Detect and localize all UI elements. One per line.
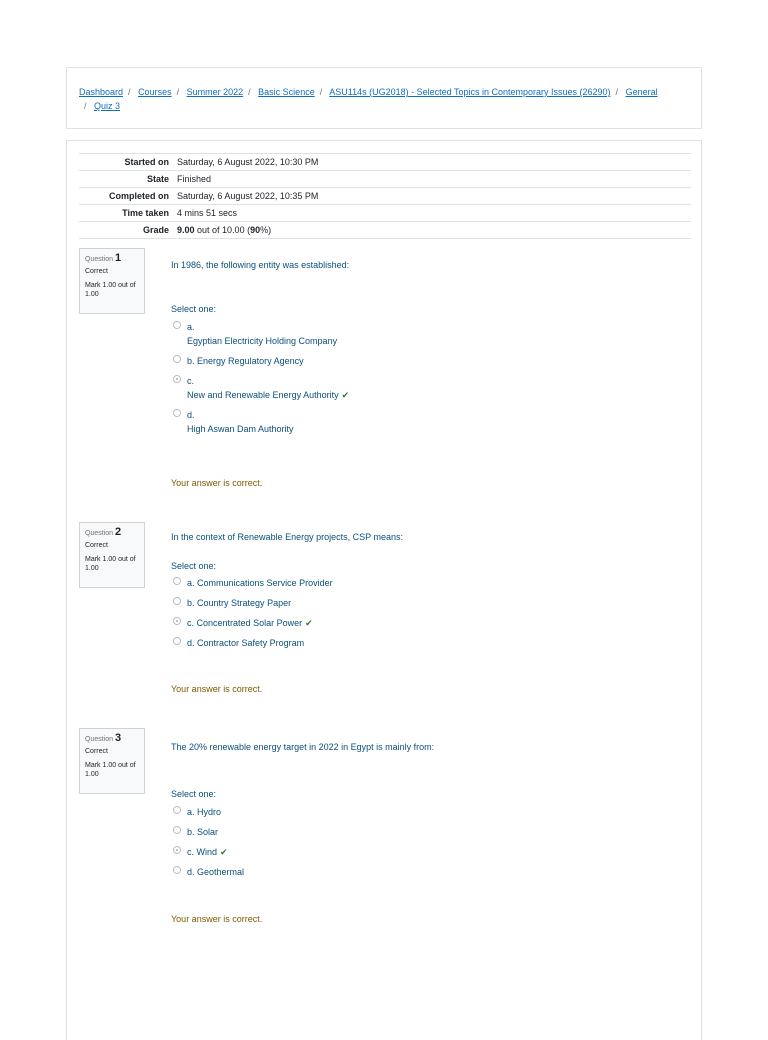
- answer-feedback: Your answer is correct.: [171, 684, 263, 694]
- grade-label: Grade: [142, 225, 169, 235]
- option-text: High Aswan Dam Authority: [187, 424, 294, 434]
- option-d[interactable]: [173, 636, 333, 650]
- question-number: [85, 253, 139, 265]
- breadcrumb-basic-science[interactable]: Basic Science: [258, 87, 315, 97]
- option-text: Hydro: [197, 807, 222, 817]
- radio-button[interactable]: [173, 637, 181, 645]
- option-d[interactable]: [173, 865, 244, 879]
- breadcrumb-dashboard[interactable]: Dashboard: [79, 87, 124, 97]
- answer-feedback: Your answer is correct.: [171, 914, 263, 924]
- radio-button[interactable]: [173, 577, 181, 585]
- radio-button-selected[interactable]: [173, 375, 181, 383]
- question-state: Correct: [85, 268, 108, 275]
- breadcrumb-course[interactable]: ASU114s (UG2018) - Selected Topics in Contemporary Issues (26290): [329, 87, 611, 97]
- question-number: [85, 733, 139, 745]
- option-text: Concentrated Solar Power: [196, 618, 303, 628]
- grade-percent-suffix: %): [260, 225, 272, 235]
- option-text: Egyptian Electricity Holding Company: [187, 336, 338, 346]
- breadcrumb-card: [66, 67, 702, 129]
- grade-value: [173, 222, 691, 239]
- summary-row-grade: [79, 222, 691, 239]
- option-text: Geothermal: [197, 867, 245, 877]
- breadcrumb-courses[interactable]: Courses: [138, 87, 172, 97]
- option-text: Contractor Safety Program: [197, 638, 305, 648]
- option-letter: b.: [187, 356, 195, 366]
- radio-button[interactable]: [173, 321, 181, 329]
- option-c[interactable]: [173, 845, 244, 859]
- quiz-review-card: [66, 140, 702, 1040]
- breadcrumb-quiz-3[interactable]: Quiz 3: [94, 101, 121, 111]
- question-mark: Mark 1.00 out of 1.00: [85, 556, 136, 572]
- option-text: New and Renewable Energy Authority: [187, 390, 339, 400]
- started-on-value: Saturday, 6 August 2022, 10:30 PM: [177, 157, 319, 167]
- question-info: [79, 248, 145, 314]
- option-letter: a.: [187, 807, 195, 817]
- option-c[interactable]: [173, 374, 349, 402]
- question-label: Question: [85, 256, 114, 263]
- option-letter: a.: [187, 578, 195, 588]
- select-one-prompt: Select one:: [171, 789, 217, 799]
- option-c[interactable]: [173, 616, 333, 630]
- grade-out-of: out of 10.00 (: [194, 225, 251, 235]
- option-b[interactable]: [173, 825, 244, 839]
- breadcrumb-separator: /: [176, 87, 180, 97]
- option-letter: d.: [187, 638, 195, 648]
- question-info: [79, 522, 145, 588]
- option-text: Energy Regulatory Agency: [197, 356, 304, 366]
- breadcrumb-separator: /: [128, 87, 131, 97]
- option-b[interactable]: [173, 354, 349, 368]
- question-number: [85, 527, 139, 539]
- grade-score: 9.00: [177, 225, 195, 235]
- radio-button[interactable]: [173, 826, 181, 834]
- option-d[interactable]: [173, 408, 349, 436]
- question-label: Question: [85, 736, 114, 743]
- state-label: State: [146, 174, 169, 184]
- question-info: [79, 728, 145, 794]
- state-value: Finished: [177, 174, 212, 184]
- radio-button-selected[interactable]: [173, 617, 181, 625]
- question-number-value: 2: [114, 526, 122, 538]
- question-number-value: 3: [114, 732, 122, 744]
- question-text: In the context of Renewable Energy projects, CSP means:: [171, 532, 403, 542]
- option-letter: b.: [187, 598, 195, 608]
- radio-button[interactable]: [173, 355, 181, 363]
- option-text: Solar: [197, 827, 219, 837]
- option-a[interactable]: [173, 320, 349, 348]
- breadcrumb-separator: /: [615, 87, 619, 97]
- question-state: Correct: [85, 748, 108, 755]
- option-letter: b.: [187, 827, 195, 837]
- completed-on-label: Completed on: [109, 191, 169, 201]
- radio-button[interactable]: [173, 409, 181, 417]
- started-on-label: Started on: [124, 157, 169, 167]
- breadcrumb-summer-2022[interactable]: Summer 2022: [186, 87, 244, 97]
- grade-percent: 90: [250, 225, 261, 235]
- option-letter: c.: [187, 618, 195, 628]
- option-a[interactable]: [173, 576, 333, 590]
- attempt-summary-table: [79, 153, 691, 239]
- question-text: In 1986, the following entity was established:: [171, 260, 350, 270]
- option-letter: a.: [187, 322, 195, 332]
- answer-options: [173, 576, 333, 650]
- breadcrumb-general[interactable]: General: [625, 87, 658, 97]
- check-icon: ✔: [341, 390, 350, 400]
- summary-row-time: [79, 205, 691, 222]
- radio-button-selected[interactable]: [173, 846, 181, 854]
- question-number-value: 1: [114, 252, 122, 264]
- breadcrumb: [79, 85, 691, 113]
- option-letter: d.: [187, 410, 195, 420]
- breadcrumb-separator: /: [319, 87, 323, 97]
- option-text: Communications Service Provider: [197, 578, 333, 588]
- summary-row-started: [79, 154, 691, 171]
- option-letter: c.: [187, 376, 195, 386]
- check-icon: ✔: [220, 847, 228, 857]
- radio-button[interactable]: [173, 866, 181, 874]
- summary-row-state: [79, 171, 691, 188]
- option-a[interactable]: [173, 805, 244, 819]
- question-state: Correct: [85, 542, 108, 549]
- breadcrumb-separator: /: [248, 87, 251, 97]
- option-b[interactable]: [173, 596, 333, 610]
- time-taken-label: Time taken: [122, 208, 169, 218]
- select-one-prompt: Select one:: [171, 561, 217, 571]
- select-one-prompt: Select one:: [171, 304, 217, 314]
- question-label: Question: [85, 530, 114, 537]
- option-text: Wind: [196, 847, 218, 857]
- radio-button[interactable]: [173, 597, 181, 605]
- question-mark: Mark 1.00 out of 1.00: [85, 282, 136, 298]
- answer-options: [173, 805, 244, 879]
- breadcrumb-separator: /: [84, 101, 87, 111]
- radio-button[interactable]: [173, 806, 181, 814]
- option-letter: d.: [187, 867, 195, 877]
- answer-options: [173, 320, 349, 436]
- time-taken-value: 4 mins 51 secs: [177, 208, 238, 218]
- summary-row-completed: [79, 188, 691, 205]
- answer-feedback: Your answer is correct.: [171, 478, 263, 488]
- question-text: The 20% renewable energy target in 2022 in Egypt is mainly from:: [171, 742, 435, 752]
- option-text: Country Strategy Paper: [197, 598, 292, 608]
- option-letter: c.: [187, 847, 195, 857]
- completed-on-value: Saturday, 6 August 2022, 10:35 PM: [177, 191, 319, 201]
- question-mark: Mark 1.00 out of 1.00: [85, 762, 136, 778]
- check-icon: ✔: [305, 618, 313, 628]
